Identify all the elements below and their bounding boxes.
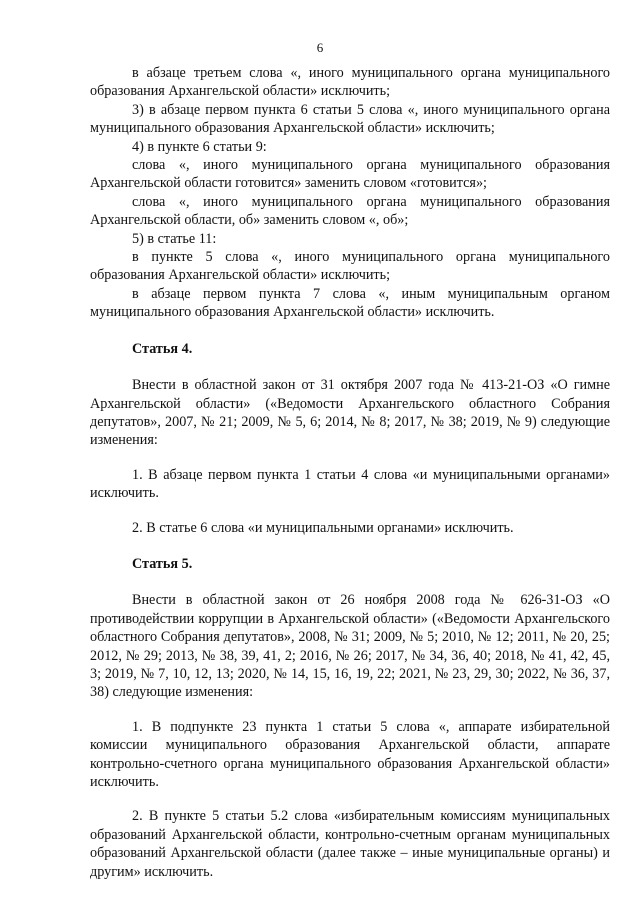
article-5-intro: Внести в областной закон от 26 ноября 2008 года № 626-31-ОЗ «О противодействии коррупции в Архангельской области» («Ведомости Архангельского областного Собрания депутатов», 2008, № 31; 2009, № 5; 2010, № 12; 2011, № 20, 25; 2012, № 29; 2013, № 38, 39, 41, 2; 2016, № 26; 2017, № 34, 36, 40; 2018, № 41, 42, 45, 3; 2019, № 7, 10, 12, 13; 2020, № 14, 15, 16, 19, 22; 2021, № 23, 29, 30; 2022, № 36, 37, 38) следующие изменения: bbox=[90, 592, 610, 701]
article-5-item-1: 1. В подпункте 23 пункта 1 статьи 5 слова «, аппарате избирательной комиссии муниципального образования Архангельской области, аппарате контрольно-счетного органа муниципального образования Архангельской области» исключить. bbox=[90, 718, 610, 790]
paragraph-item-4: 4) в пункте 6 статьи 9: bbox=[132, 138, 267, 155]
article-4-item-1: 1. В абзаце первом пункта 1 статьи 4 слова «и муниципальными органами» исключить. bbox=[90, 466, 610, 502]
paragraph-item-5-point-5: в пункте 5 слова «, иного муниципального органа муниципального образования Архангельской области» исключить; bbox=[90, 249, 610, 284]
paragraph-item-5: 5) в статье 11: bbox=[132, 230, 217, 247]
paragraph-item-3: 3) в абзаце первом пункта 6 статьи 5 слова «, иного муниципального органа муниципального образования Архангельской области» исключить; bbox=[90, 101, 610, 137]
article-5-item-2: 2. В пункте 5 статьи 5.2 слова «избирательным комиссиям муниципальных образований Архангельской области, контрольно-счетным органам муниципальных образований Архангельской области (далее также – иные муниципальные органы) и другим» исключить. bbox=[90, 808, 610, 880]
paragraph-item-4-words-2: слова «, иного муниципального органа муниципального образования Архангельской области, об» заменить словом «, об»; bbox=[90, 193, 610, 229]
paragraph-abzac-third: в абзаце третьем слова «, иного муниципального органа муниципального образования Архангельской области» исключить; bbox=[90, 65, 610, 100]
article-4-intro: Внести в областной закон от 31 октября 2007 года № 413-21-ОЗ «О гимне Архангельской области» («Ведомости Архангельского областного Собрания депутатов», 2007, № 21; 2009, № 5, 6; 2014, № 8; 2017, № 38; 2019, № 9) следующие изменения: bbox=[90, 377, 610, 449]
article-4-heading: Статья 4. bbox=[132, 340, 193, 357]
document-body bbox=[90, 64, 610, 881]
paragraph-item-5-point-7: в абзаце первом пункта 7 слова «, иным муниципальным органом муниципального образования Архангельской области» исключить. bbox=[90, 285, 610, 321]
paragraph-item-4-words-1: слова «, иного муниципального органа муниципального образования Архангельской области готовится» заменить словом «готовится»; bbox=[90, 157, 610, 192]
article-4-item-2: 2. В статье 6 слова «и муниципальными органами» исключить. bbox=[132, 519, 514, 536]
page-number: 6 bbox=[316, 40, 324, 55]
article-5-heading: Статья 5. bbox=[132, 555, 193, 572]
